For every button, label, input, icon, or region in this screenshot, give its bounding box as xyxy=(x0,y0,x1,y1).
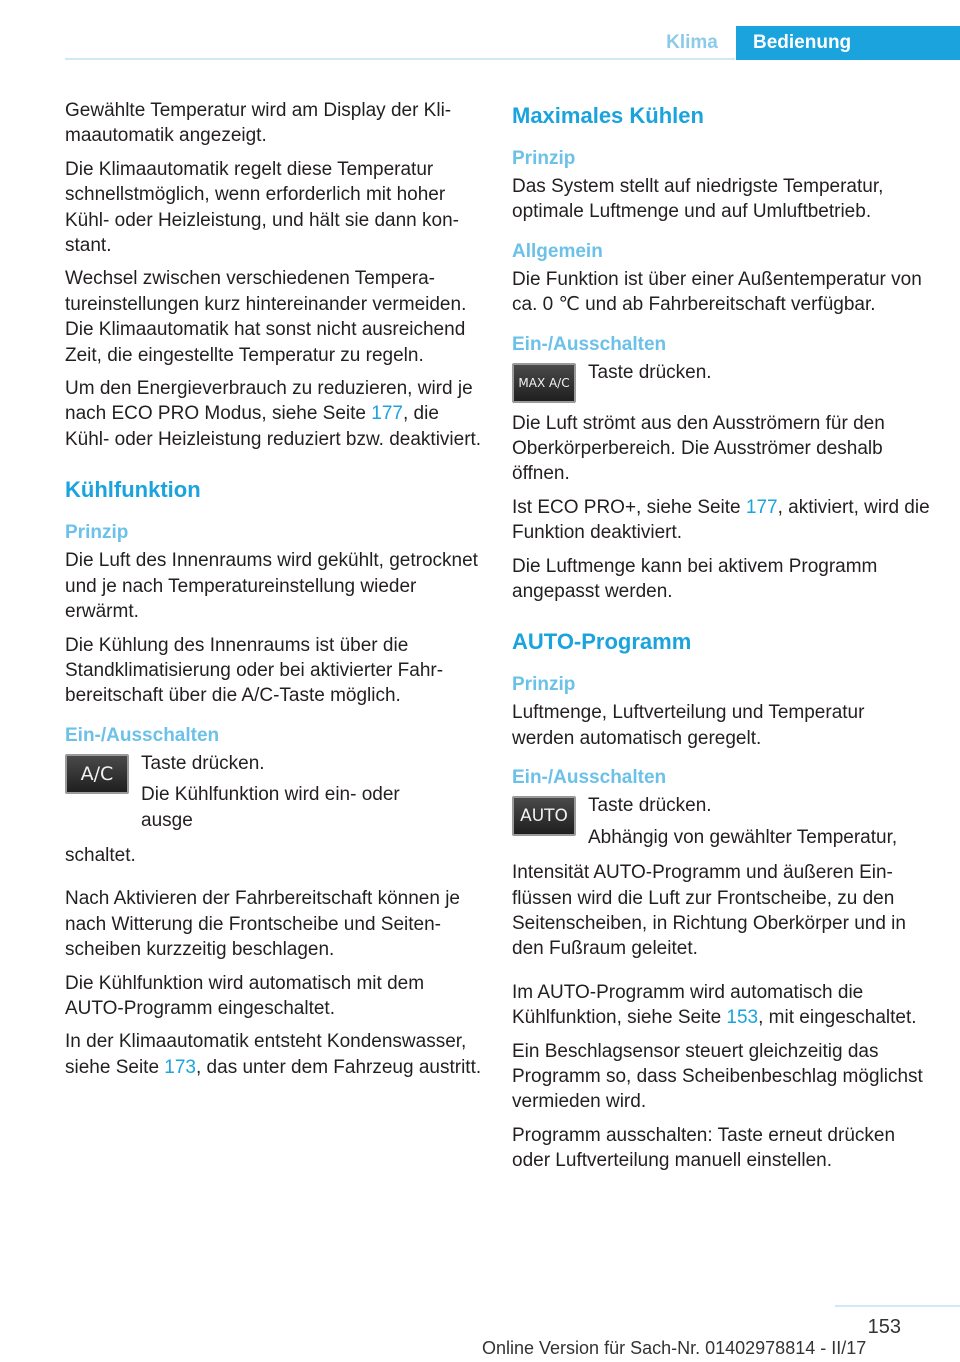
paragraph: Ein Beschlagsensor steuert gleichzeitig das Programm so, dass Scheibenbeschlag möglichst vermieden wird. xyxy=(512,1040,923,1113)
header-rule xyxy=(65,58,735,60)
paragraph: Programm ausschalten: Taste erneut drücken oder Luftverteilung manuell einstellen. xyxy=(512,1124,896,1172)
page-link[interactable]: 177 xyxy=(745,496,778,518)
text: , die Kühl- oder Heizleistung reduziert bzw. deaktiviert. xyxy=(65,403,482,450)
paragraph: Luftmenge, Luftverteilung und Temperatur werden automatisch geregelt. xyxy=(512,702,865,749)
paragraph: Taste drücken. xyxy=(588,795,712,817)
paragraph: Die Klimaautomatik regelt diese Temperatur schnellstmöglich, wenn erforderlich mit hoher Kühl- oder Heizleistung, und hält sie dann konstant. xyxy=(65,158,459,257)
paragraph: Taste drücken. xyxy=(588,361,712,383)
page-link[interactable]: 173 xyxy=(164,1056,196,1078)
paragraph: Die Kühlung des Innenraums ist über die Standklimatisierung oder bei aktivierter Fahrbereitschaft über die A/C-Taste möglich. xyxy=(65,634,444,707)
header-section-tab: Bedienung xyxy=(736,26,960,60)
ac-button-block xyxy=(65,751,485,839)
right-column xyxy=(512,98,932,1182)
page-link[interactable]: 177 xyxy=(371,403,403,425)
subheading-prinzip: Prinzip xyxy=(65,522,129,544)
max-ac-button-block xyxy=(512,360,932,403)
header-chapter-tab: Klima xyxy=(666,32,718,53)
page-number: 153 xyxy=(867,1316,901,1338)
subheading-ein-ausschalten: Ein-/Ausschalten xyxy=(512,333,667,355)
section-title-auto-programm: AUTO-Programm xyxy=(512,629,692,655)
button-instructions xyxy=(588,793,897,856)
text: Um den Energieverbrauch zu reduzieren, wird je nach ECO PRO Modus, siehe Seite xyxy=(65,378,473,425)
paragraph: Die Luftmenge kann bei aktivem Programm angepasst werden. xyxy=(512,555,878,603)
paragraph: Die Kühlfunktion wird automatisch mit dem AUTO-Programm eingeschaltet. xyxy=(65,972,425,1019)
paragraph xyxy=(65,1029,485,1080)
button-instructions xyxy=(141,751,457,839)
subheading-prinzip: Prinzip xyxy=(512,148,576,169)
text: In der Klimaautomatik entsteht Kondenswasser, siehe Seite xyxy=(65,1031,467,1078)
button-instructions xyxy=(588,360,712,391)
paragraph xyxy=(512,980,932,1031)
subheading-prinzip: Prinzip xyxy=(512,674,576,696)
text: , das unter dem Fahrzeug austritt. xyxy=(196,1056,482,1078)
paragraph: Die Luft des Innenraums wird gekühlt, getrocknet und je nach Temperatureinstellung wieder erwärmt. xyxy=(65,550,478,623)
paragraph: Taste drücken. xyxy=(141,752,265,774)
footer-rule xyxy=(835,1305,960,1307)
ac-key-icon: A/C xyxy=(65,754,129,794)
paragraph: Nach Aktivieren der Fahrbereitschaft können je nach Witterung die Frontscheibe und Seitenscheiben kurzzeitig beschlagen. xyxy=(65,888,460,961)
paragraph: Das System stellt auf niedrigste Temperatur, optimale Luftmenge und auf Umluftbetrieb. xyxy=(512,176,884,223)
subheading-ein-ausschalten: Ein-/Ausschalten xyxy=(512,767,667,789)
subheading-allgemein: Allgemein xyxy=(512,240,603,262)
paragraph xyxy=(512,495,932,546)
section-title-maximales-kuehlen: Maximales Kühlen xyxy=(512,103,704,128)
paragraph: Die Luft strömt aus den Ausströmern für den Oberkörperbereich. Die Ausströmer deshalb öffnen. xyxy=(512,412,885,485)
paragraph: Wechsel zwischen verschiedenen Temperatureinstellungen kurz hintereinander vermeiden. Die Klimaautomatik hat sonst nicht ausreichend Zeit, die eingestellte Temperatur zu regeln. xyxy=(65,268,467,366)
subheading-ein-ausschalten: Ein-/Ausschalten xyxy=(65,724,220,746)
paragraph: schaltet. xyxy=(65,844,136,866)
text: , mit eingeschaltet. xyxy=(758,1007,917,1029)
paragraph: Gewählte Temperatur wird am Display der Klimaautomatik angezeigt. xyxy=(65,100,452,147)
paragraph: Die Kühlfunktion wird ein- oder ausge xyxy=(141,784,400,831)
text: , aktiviert, wird die Funktion deaktiviert. xyxy=(512,496,930,544)
paragraph: Abhängig von gewählter Temperatur, xyxy=(588,826,898,848)
max-ac-key-icon: MAX A/C xyxy=(512,363,576,403)
auto-button-block xyxy=(512,793,932,856)
paragraph: Intensität AUTO-Programm und äußeren Einflüssen wird die Luft zur Frontscheibe, zu den Seitenscheiben, in Richtung Oberkörper und in den Fußraum geleitet. xyxy=(512,862,906,960)
paragraph xyxy=(65,376,485,452)
online-version-note: Online Version für Sach-Nr. 01402978814 - II/17 xyxy=(482,1338,867,1358)
paragraph: Die Funktion ist über einer Außentemperatur von ca. 0 ℃ und ab Fahrbereitschaft verfügbar. xyxy=(512,268,922,316)
text: Im AUTO-Programm wird automatisch die Kühlfunktion, siehe Seite xyxy=(512,981,864,1029)
page-link[interactable]: 153 xyxy=(726,1007,759,1029)
text: Ist ECO PRO+, siehe Seite xyxy=(512,496,746,518)
auto-key-icon: AUTO xyxy=(512,796,576,836)
section-title-kuehlfunktion: Kühlfunktion xyxy=(65,477,201,503)
left-column xyxy=(65,98,485,1088)
